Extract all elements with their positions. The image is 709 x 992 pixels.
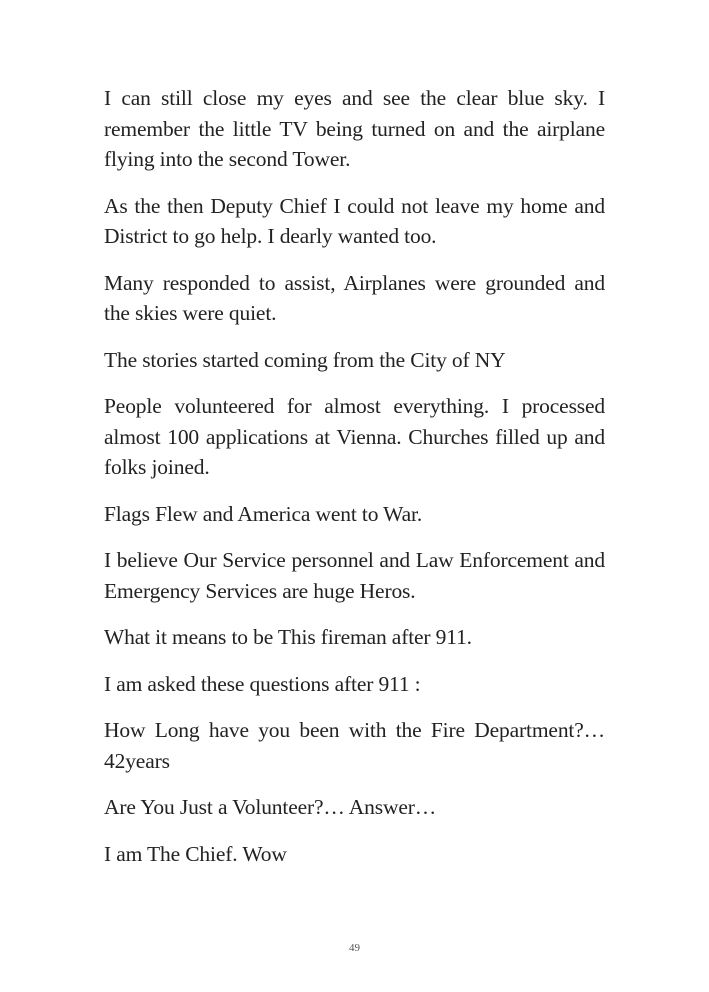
paragraph-questions-intro: I am asked these questions after 911 : [104,671,421,696]
paragraph-just-volunteer: Are You Just a Volunteer?… Answer… [104,795,437,819]
paragraph-deputy-chief: As the then Deputy Chief I could not leave my home and District to go help. I dearly wanted too. [104,193,605,248]
paragraph-volunteers: People volunteered for almost everything. I processed almost 100 applications at Vienna. Churches filled up and folks joined. [104,394,605,479]
paragraph-responders: Many responded to assist, Airplanes were grounded and the skies were quiet. [104,270,605,325]
page-number: 49 [349,942,360,954]
paragraph-stories: The stories started coming from the City of NY [104,347,506,372]
page-body [104,83,605,885]
paragraph-the-chief: I am The Chief. Wow [104,841,287,866]
paragraph-sky-memory: I can still close my eyes and see the clear blue sky. I remember the little TV being turned on and the airplane flying into the second Tower. [104,86,605,171]
paragraph-flags: Flags Flew and America went to War. [104,501,423,526]
paragraph-how-long: How Long have you been with the Fire Department?… 42years [104,718,605,773]
paragraph-heros: I believe Our Service personnel and Law Enforcement and Emergency Services are huge Heros. [104,548,605,603]
paragraph-what-it-means: What it means to be This fireman after 911. [104,625,472,649]
